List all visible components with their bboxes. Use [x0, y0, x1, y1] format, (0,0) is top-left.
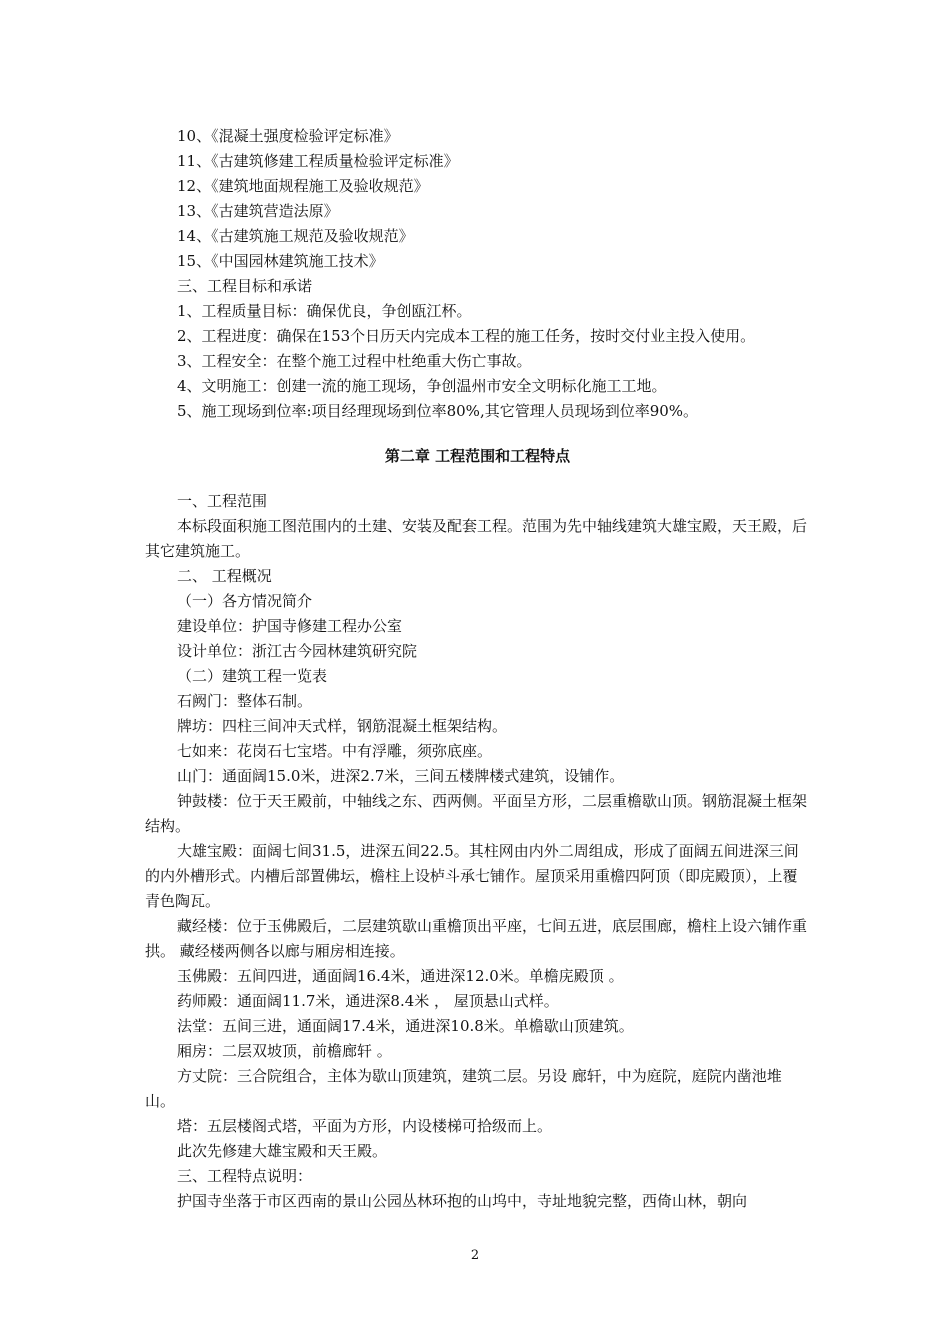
overview-title: 二、 工程概况	[177, 567, 272, 585]
builder-unit: 建设单位：护国寺修建工程办公室	[177, 617, 403, 635]
reference-item-14: 14、《古建筑施工规范及验收规范》	[177, 227, 414, 245]
scope-paragraph: 本标段面积施工图范围内的土建、安装及配套工程。范围为先中轴线建筑大雄宝殿，天王殿，后其它建筑施工。	[145, 517, 808, 560]
page-body	[145, 124, 810, 1214]
buildings-title: （二）建筑工程一览表	[177, 667, 328, 685]
building-pagoda: 塔：五层楼阁式塔，平面为方形，内设楼梯可拾级而上。	[177, 1117, 553, 1135]
goal-onsite-rate: 5、施工现场到位率:项目经理现场到位率80%,其它管理人员现场到位率90%。	[177, 402, 699, 420]
building-medicine-buddha-hall: 药师殿：通面阔11.7米，通进深8.4米 ， 屋顶悬山式样。	[177, 992, 559, 1010]
reference-item-10: 10、《混凝土强度检验评定标准》	[177, 127, 399, 145]
building-seven-tathagata: 七如来：花岗石七宝塔。中有浮雕，须弥底座。	[177, 742, 493, 760]
reference-item-13: 13、《古建筑营造法原》	[177, 202, 339, 220]
building-mountain-gate: 山门：通面阔15.0米，进深2.7米，三间五楼牌楼式建筑，设铺作。	[177, 767, 625, 785]
reference-item-12: 12、《建筑地面规程施工及验收规范》	[177, 177, 429, 195]
building-sutra-library: 藏经楼：位于玉佛殿后，二层建筑歇山重檐顶出平座，七间五进，底层围廊，檐柱上设六铺作重拱。 藏经楼两侧各以廊与厢房相连接。	[145, 917, 808, 960]
section-goals-title: 三、工程目标和承诺	[177, 277, 313, 295]
scope-title: 一、工程范围	[177, 492, 268, 510]
reference-item-15: 15、《中国园林建筑施工技术》	[177, 252, 384, 270]
features-title: 三、工程特点说明：	[177, 1167, 313, 1185]
reference-item-11: 11、《古建筑修建工程质量检验评定标准》	[177, 152, 459, 170]
building-dharma-hall: 法堂：五间三进，通面阔17.4米，通进深10.8米。单檐歇山顶建筑。	[177, 1017, 634, 1035]
building-jade-buddha-hall: 玉佛殿：五间四进，通面阔16.4米，通进深12.0米。单檐庑殿顶 。	[177, 967, 624, 985]
parties-title: （一）各方情况简介	[177, 592, 313, 610]
goal-schedule: 2、工程进度：确保在153个日历天内完成本工程的施工任务，按时交付业主投入使用。	[177, 327, 756, 345]
building-priority-note: 此次先修建大雄宝殿和天王殿。	[177, 1142, 388, 1160]
page-number: 2	[470, 1248, 480, 1263]
building-side-rooms: 厢房：二层双坡顶，前檐廊轩 。	[177, 1042, 392, 1060]
chapter-title: 第二章 工程范围和工程特点	[384, 447, 571, 465]
goal-quality: 1、工程质量目标：确保优良，争创瓯江杯。	[177, 302, 472, 320]
goal-civilized-construction: 4、文明施工：创建一流的施工现场，争创温州市安全文明标化施工工地。	[177, 377, 667, 395]
building-bell-drum-tower: 钟鼓楼：位于天王殿前，中轴线之东、西两侧。平面呈方形，二层重檐歇山顶。钢筋混凝土框架结构。	[145, 792, 808, 835]
designer-unit: 设计单位：浙江古今园林建筑研究院	[177, 642, 418, 660]
building-archway: 牌坊：四柱三间冲天式样，钢筋混凝土框架结构。	[177, 717, 508, 735]
building-main-hall: 大雄宝殿：面阔七间31.5，进深五间22.5。其柱网由内外二周组成，形成了面阔五间进深三间的内外槽形式。内槽后部置佛坛，檐柱上设栌斗承七铺作。屋顶采用重檐四阿顶（即庑殿顶），上覆青色陶瓦。	[145, 842, 799, 910]
goal-safety: 3、工程安全：在整个施工过程中杜绝重大伤亡事故。	[177, 352, 532, 370]
building-stone-gate: 石阙门：整体石制。	[177, 692, 313, 710]
building-abbot-courtyard: 方丈院：三合院组合，主体为歇山顶建筑，建筑二层。另设 廊轩，中为庭院，庭院内凿池堆山。	[145, 1067, 782, 1110]
features-paragraph: 护国寺坐落于市区西南的景山公园丛林环抱的山坞中，寺址地貌完整，西倚山林，朝向	[177, 1192, 748, 1210]
